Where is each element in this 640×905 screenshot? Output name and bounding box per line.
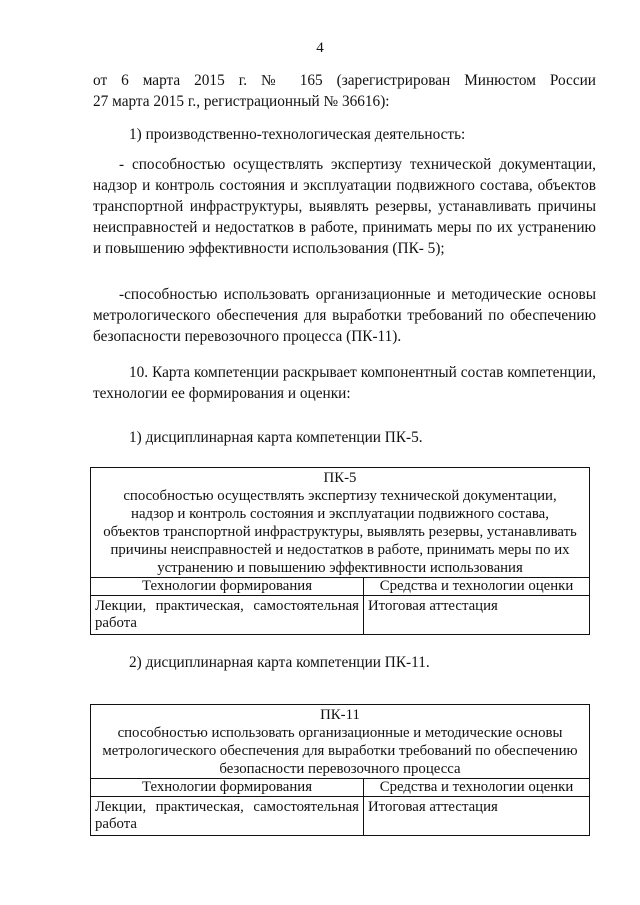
card-description-line: метрологического обеспечения для выработки требований по обеспечению (102, 743, 578, 759)
col-header-formation: Технологии формирования (91, 779, 364, 796)
intro-paragraph (93, 70, 596, 112)
col-header-assessment: Средства и технологии оценки (379, 779, 574, 795)
card-2-caption-text: 2) дисциплинарная карта компетенции ПК-11. (129, 654, 430, 671)
card-description-line: устранению и повышению эффективности использования (157, 560, 523, 576)
col-header-formation: Технологии формирования (91, 578, 364, 595)
competence-pk5-paragraph (93, 154, 596, 259)
competence-pk11-text: -способностью использовать организационные и методические основы метрологического обеспечения для выработки требований по обеспечению безопасности перевозочного процесса (ПК-11). (93, 286, 596, 345)
card-description-line: объектов транспортной инфраструктуры, выявлять резервы, устанавливать (103, 524, 577, 540)
activity-heading (93, 124, 596, 145)
activity-heading-text: 1) производственно-технологическая деятельность: (129, 126, 466, 143)
card-header (91, 705, 589, 778)
assessment-value: Итоговая аттестация (368, 799, 498, 815)
point-10-text: 10. Карта компетенции раскрывает компонентный состав компетенции, технологии ее формирования и оценки: (93, 364, 596, 402)
competence-pk5-text: - способностью осуществлять экспертизу технической документации, надзор и контроль состояния и эксплуатации подвижного состава, объектов транспортной инфраструктуры, выявлять резервы, устанавливать причины неисправностей и недостатков в работе, принимать меры по их устранению и повышению эффективности использования (ПК- 5); (93, 156, 596, 257)
card-description-line: способностью осуществлять экспертизу технической документации, (123, 488, 557, 504)
card-values-row (91, 796, 589, 835)
card-1-caption (93, 427, 596, 448)
card-description-line: безопасности перевозочного процесса (219, 761, 461, 777)
competence-card-pk11 (90, 704, 590, 836)
formation-value: Лекции, практическая, самостоятельная работа (91, 596, 364, 634)
card-code: ПК-11 (320, 707, 360, 723)
card-code: ПК-5 (323, 470, 357, 486)
intro-line-1: от 6 марта 2015 г. № 165 (зарегистрирован Минюстом России (93, 72, 596, 89)
card-description-line: способностью использовать организационные и методические основы (117, 725, 563, 741)
competence-card-pk5 (90, 467, 590, 635)
col-header-assessment: Средства и технологии оценки (379, 578, 574, 594)
intro-line-2: 27 марта 2015 г., регистрационный № 36616): (93, 93, 390, 110)
card-2-caption (93, 652, 596, 673)
formation-value: Лекции, практическая, самостоятельная работа (91, 797, 364, 835)
card-column-headers (91, 577, 589, 595)
card-column-headers (91, 778, 589, 796)
point-10-paragraph (93, 362, 596, 404)
competence-pk11-paragraph (93, 284, 596, 347)
assessment-value: Итоговая аттестация (368, 598, 498, 614)
card-values-row (91, 595, 589, 634)
page-number: 4 (316, 40, 324, 56)
card-description-line: надзор и контроль состояния и эксплуатации подвижного состава, (131, 506, 549, 522)
card-header (91, 468, 589, 577)
card-1-caption-text: 1) дисциплинарная карта компетенции ПК-5. (129, 429, 423, 446)
card-description-line: причины неисправностей и недостатков в работе, принимать меры по их (110, 542, 570, 558)
